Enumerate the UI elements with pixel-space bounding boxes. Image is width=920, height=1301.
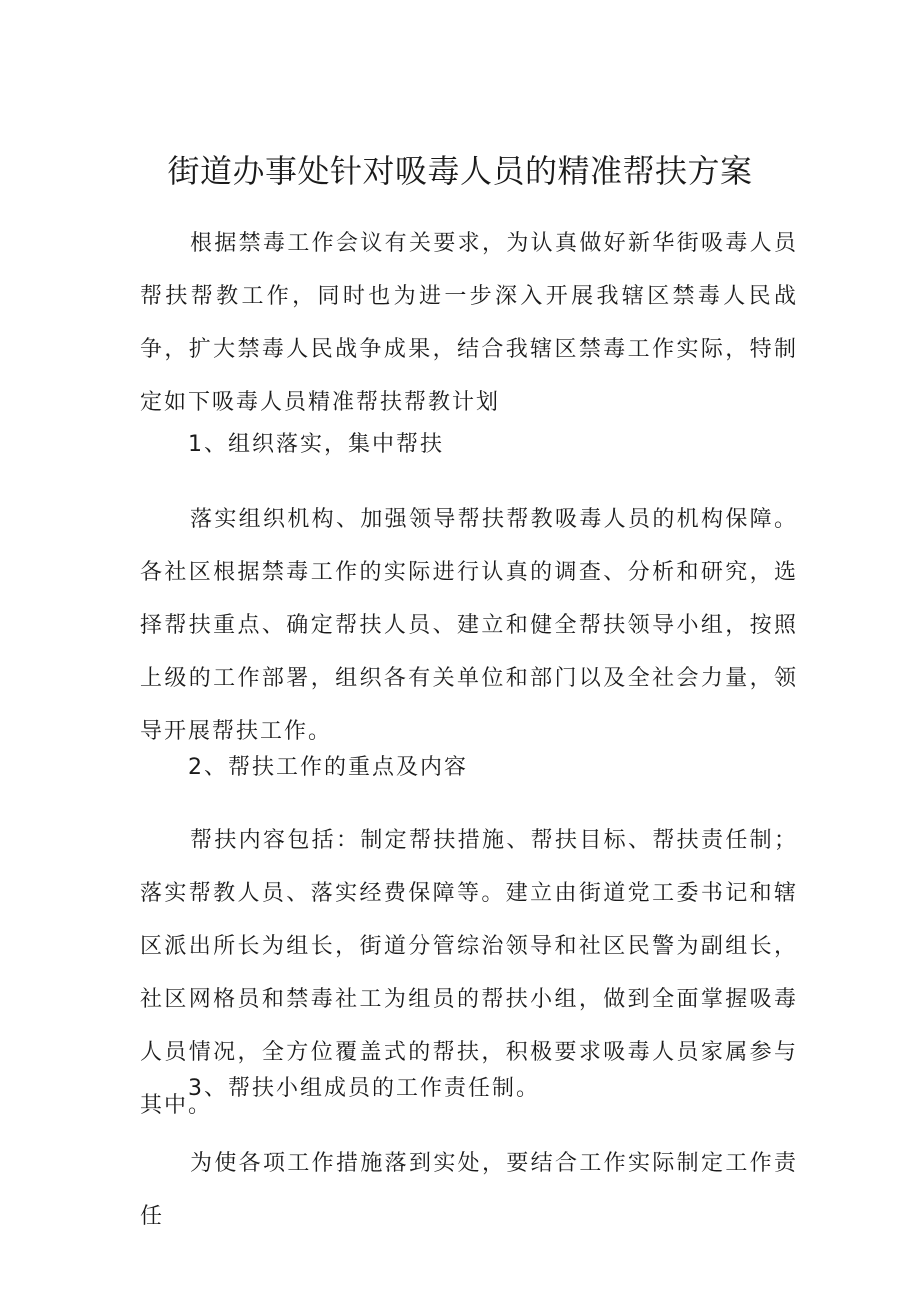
section-1-body: 落实组织机构、加强领导帮扶帮教吸毒人员的机构保障。各社区根据禁毒工作的实际进行认真的调查、分析和研究，选择帮扶重点、确定帮扶人员、建立和健全帮扶领导小组，按照上级的工作部署，组织各有关单位和部门以及全社会力量，领导开展帮扶工作。: [140, 507, 798, 744]
section-2-heading: 2、帮扶工作的重点及内容: [188, 755, 468, 780]
document-title: 街道办事处针对吸毒人员的精准帮扶方案: [167, 152, 753, 190]
section-3-heading: 3、帮扶小组成员的工作责任制。: [188, 1076, 540, 1101]
section-1-heading: 1、组织落实，集中帮扶: [188, 432, 444, 457]
intro-paragraph: 根据禁毒工作会议有关要求，为认真做好新华街吸毒人员帮扶帮教工作，同时也为进一步深入开展我辖区禁毒人民战争，扩大禁毒人民战争成果，结合我辖区禁毒工作实际，特制定如下吸毒人员精准帮扶帮教计划: [140, 231, 798, 415]
section-2-body: 帮扶内容包括：制定帮扶措施、帮扶目标、帮扶责任制；落实帮教人员、落实经费保障等。建立由街道党工委书记和辖区派出所长为组长，街道分管综治领导和社区民警为副组长，社区网格员和禁毒社工为组员的帮扶小组，做到全面掌握吸毒人员情况，全方位覆盖式的帮扶，积极要求吸毒人员家属参与其中。: [140, 828, 798, 1118]
section-3-body: 为使各项工作措施落到实处，要结合工作实际制定工作责任: [140, 1151, 798, 1229]
